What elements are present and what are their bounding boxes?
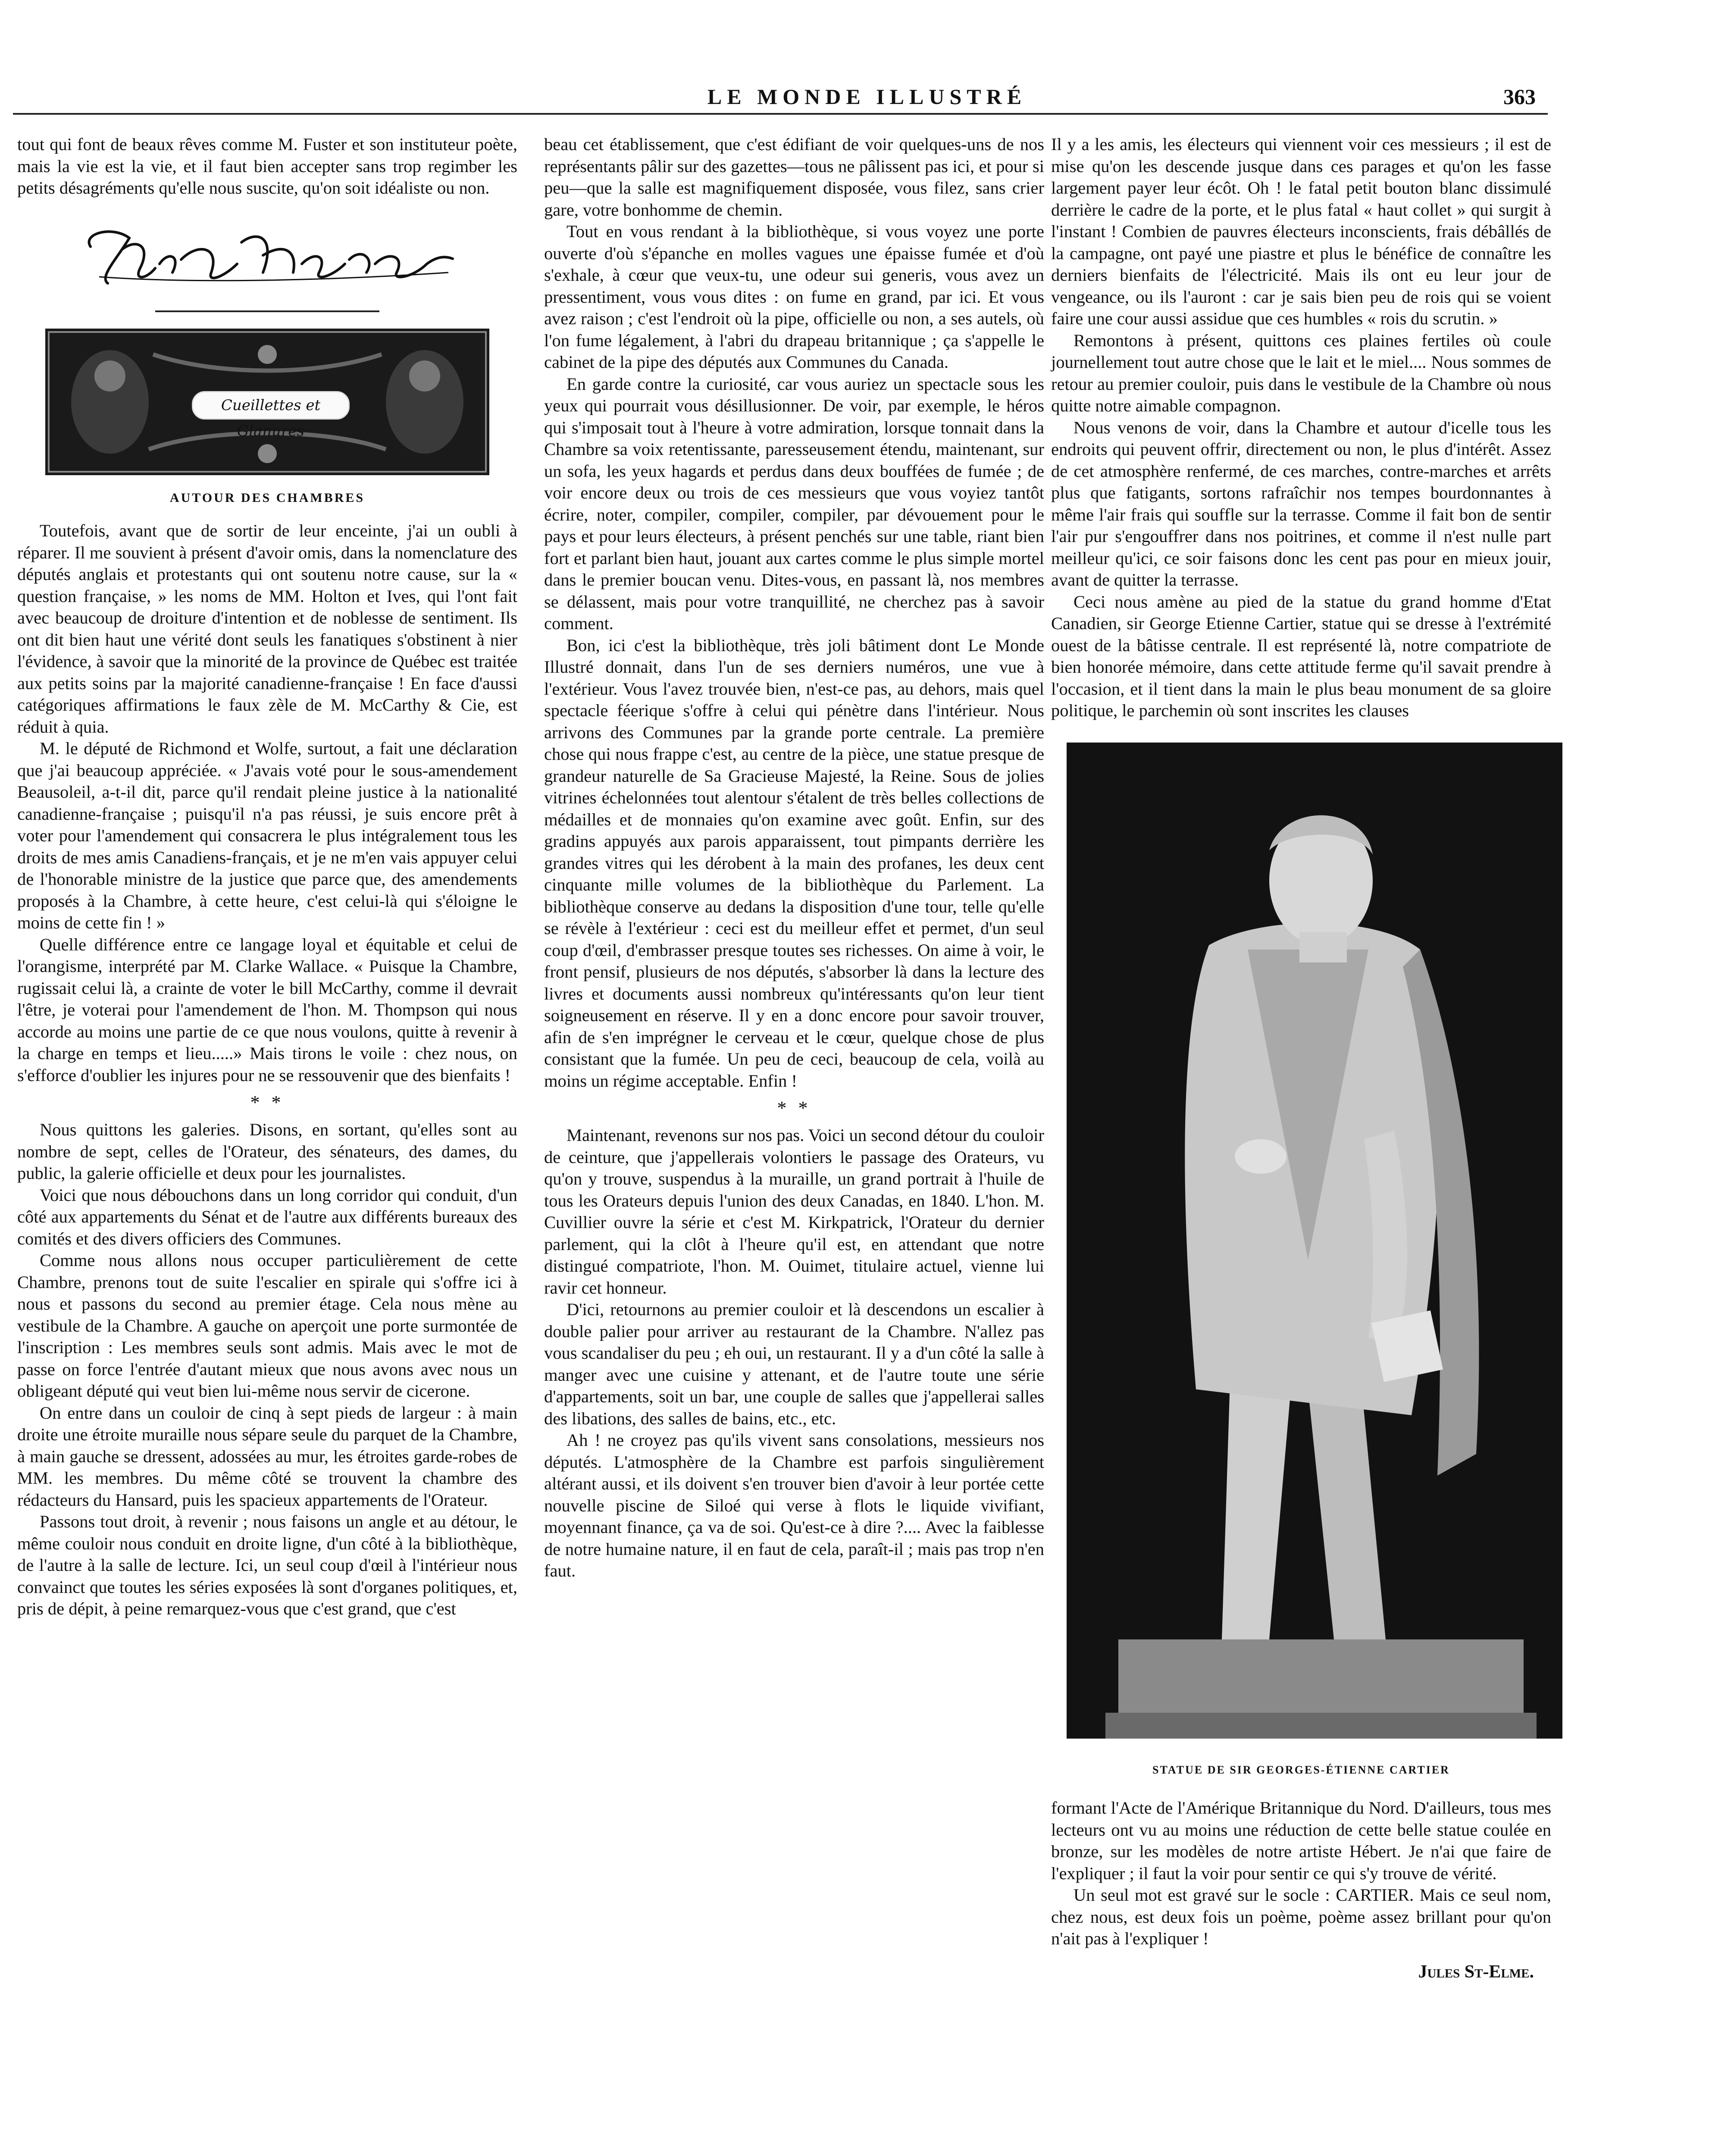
section-stars: * * xyxy=(777,1097,811,1119)
paragraph: Toutefois, avant que de sortir de leur enceinte, j'ai un oubli à réparer. Il me souvient à présent d'avoir omis, dans la nomenclature des députés anglais et protestants qui ont soutenu notre cause, sur la « question française, » les noms de MM. Holton et Ives, qui l'ont fait avec beaucoup de droiture d'intention et de noblesse de sentiment. Ils ont dit bien haut une vérité dont seuls les fanatiques s'obstinent à nier l'évidence, à savoir que la minorité de la province de Québec est traitée aux petits soins par la majorité canadienne-française ! En face d'aussi catégoriques affirmations le faux zèle de M. McCarthy & Cie, est réduit à quia. xyxy=(17,521,517,736)
paragraph: M. le député de Richmond et Wolfe, surtout, a fait une déclaration que j'ai beaucoup appréciée. « J'avais voté pour le sous-amendement Beausoleil, a-t-il dit, parce qu'il rendait pleine justice à la nationalité canadienne-française ; puisqu'il n'a pas réussi, je suis encore prêt à voter pour l'amendement qui consacrera le plus intégralement tous les droits de mes amis Canadiens-français, et je ne m'en vais appuyer celui de l'honorable ministre de la justice que parce que, des amendements proposés à la Chambre, à cette heure, c'est celui-là qui s'éloigne le moins de cette fin ! » xyxy=(17,739,517,932)
paragraph: Nous venons de voir, dans la Chambre et autour d'icelle tous les endroits qui peuvent offrir, directement ou non, le plus d'intérêt. Assez de cet atmosphère renfermé, de ces marches, contre-marches et arrêts plus que fatigants, sortons rafraîchir nos tempes bourdonnantes à même l'air frais qui souffle sur la terrasse. Comme il fait bon de sentir l'air pur s'engouffrer dans nos poitrines, et comme il n'est nulle part meilleur qu'ici, ce soir faisons donc les cent pas pour en mieux jouir, avant de quitter la terrasse. xyxy=(1051,417,1551,589)
author-signature: Jules St-Elme. xyxy=(1418,1962,1534,1982)
paragraph: Voici que nous débouchons dans un long corridor qui conduit, d'un côté aux appartements du Sénat et de l'autre aux différents bureaux des comités et des divers officiers des Communes. xyxy=(17,1185,517,1248)
paragraph: Ceci nous amène au pied de la statue du grand homme d'Etat Canadien, sir George Etienne Cartier, statue qui se dresse à l'extrémité ouest de la bâtisse centrale. Il est représenté là, notre compatriote de bien honorée mémoire, dans cette attitude ferme qu'il savait prendre à l'occasion, et il tient dans la main le plus beau monument de sa gloire politique, le parchemin où sont inscrites les clauses xyxy=(1051,592,1551,720)
page-header xyxy=(0,0,1734,116)
column-3 xyxy=(1051,134,1551,1983)
column-1 xyxy=(17,134,517,1620)
paragraph: Quelle différence entre ce langage loyal et équitable et celui de l'orangisme, interprété par M. Clarke Wallace. « Puisque la Chambre, rugissait celui là, a crainte de voter le bill McCarthy, comme il devrait l'être, je voterai pour l'amendement de l'hon. M. Thompson qui nous accorde au moins une partie de ce que nous voulons, quitte à revenir à la charge en temps et lieu.....» Mais tirons le voile : chez nous, on s'efforce d'oublier les injures pour ne se ressouvenir que des bienfaits ! xyxy=(17,934,517,1085)
paragraph: Comme nous allons nous occuper particulièrement de cette Chambre, prenons tout de suite l'escalier en spirale qui s'offre ici à nous et passons du second au premier étage. Cela nous mène au vestibule de la Chambre. A gauche on aperçoit une porte surmontée de l'inscription : Les membres seuls sont admis. Mais avec le mot de passe on force l'entrée d'autant mieux que nous avons avec nous un obligeant député qui veut bien lui-même nous servir de cicerone. xyxy=(17,1250,517,1401)
plate-label: Cueillettes et Glanures xyxy=(192,391,350,420)
section-stars: * * xyxy=(250,1092,285,1113)
separator-rule xyxy=(155,310,379,312)
paragraph: Maintenant, revenons sur nos pas. Voici un second détour du couloir de ceinture, que j'appellerais volontiers le passage des Orateurs, vu qu'on y trouve, suspendus à la muraille, un grand portrait à l'huile de tous les Orateurs depuis l'union des deux Canadas, en 1840. L'hon. M. Cuvillier ouvre la série et c'est M. Kirkpatrick, l'Orateur du dernier parlement, qui la clôt à l'heure qu'il est, en attendant que notre distingué compatriote, l'hon. M. Ouimet, titulaire actuel, vienne lui ravir cet honneur. xyxy=(544,1125,1044,1297)
statue-photograph xyxy=(1067,743,1562,1739)
paragraph: Nous quittons les galeries. Disons, en sortant, qu'elles sont au nombre de sept, celles de l'Orateur, des sénateurs, des dames, du public, la galerie officielle et deux pour les journalistes. xyxy=(17,1120,517,1183)
paragraph: D'ici, retournons au premier couloir et là descendons un escalier à double palier pour arriver au restaurant de la Chambre. N'allez pas vous scandaliser du peu ; eh oui, un restaurant. Il y a d'un côté la salle à manger avec une cuisine y attenant, et de l'autre toute une série d'appartements, soit un bar, une couple de salles que j'appellerai salles des libations, des salles de bains, etc., etc. xyxy=(544,1300,1044,1428)
decorative-plate xyxy=(45,329,489,475)
paragraph: Remontons à présent, quittons ces plaines fertiles où coule journellement tout autre chose que le lait et le miel.... Nous sommes de retour au premier couloir, puis dans le vestibule de la Chambre où nous quitte notre aimable compagnon. xyxy=(1051,330,1551,415)
paragraph: Bon, ici c'est la bibliothèque, très joli bâtiment dont Le Monde Illustré donnait, dans l'un de ses derniers numéros, une vue à l'extérieur. Vous l'avez trouvée bien, n'est-ce pas, au dehors, mais quel spectacle féerique s'offre à celui qui pénètre dans l'intérieur. Nous arrivons des Communes par la grande porte centrale. La première chose qui nous frappe c'est, au centre de la pièce, une statue presque de grandeur naturelle de Sa Gracieuse Majesté, la Reine. Sous de jolies vitrines échelonnées tout alentour s'étalent de très belles collections de médailles et de monnaies qu'on examine avec goût. Enfin, sur des gradins appuyés aux parois apparaissent, tout pimpants derrière les grandes vitres qui les dérobent à la main des profanes, les deux cent cinquante mille volumes de la bibliothèque du Parlement. La bibliothèque conserve au dedans la disposition d'une tour, telle qu'elle se révèle à l'extérieur : ceci est du meilleur effet et permet, d'un seul coup d'œil, d'embrasser presque toutes ses richesses. On aime à voir, le front pensif, plusieurs de nos députés, s'absorber là dans la lecture des livres et documents aussi nombreux qu'intéressants qu'on leur tient soigneusement en réserve. Il y en a donc encore pour savoir trouver, afin de s'en imprégner le cerveau et le cœur, quelque chose de plus consistant que la fumée. Un peu de ceci, beaucoup de cela, voilà au moins un régime acceptable. Enfin ! xyxy=(544,635,1044,1091)
paragraph: Passons tout droit, à revenir ; nous faisons un angle et au détour, le même couloir nous conduit en droite ligne, d'un côté à la bibliothèque, de l'autre à la salle de lecture. Ici, un seul coup d'œil à l'intérieur nous convainct que toutes les séries exposées là sont d'organes politiques, et, pris de dépit, à peine remarquez-vous que c'est grand, que c'est xyxy=(17,1512,517,1618)
paragraph: En garde contre la curiosité, car vous auriez un spectacle sous les yeux qui pourrait vous désillusionner. De voir, par exemple, le héros qui s'imposait tout à l'heure à votre admiration, lorsque tonnait dans la Chambre sa voix retentissante, paresseusement étendu, maintenant, sur un sofa, les yeux hagards et perdus dans deux bouffées de fumée ; de voir encore deux ou trois de ces messieurs que vous voyiez tantôt écrire, noter, compiler, compiler, compiler, par dévouement pour le pays et pour leurs électeurs, à présent penchés sur une table, riant bien fort et parlant bien haut, jouant aux cartes comme le plus simple mortel dans le premier boucan venu. Dites-vous, en passant là, nos membres se délassent, mais pour votre tranquillité, ne cherchez pas à savoir comment. xyxy=(544,374,1044,633)
paragraph: formant l'Acte de l'Amérique Britannique du Nord. D'ailleurs, tous mes lecteurs ont vu au moins une réduction de cette belle statue coulée en bronze, sur les modèles de notre artiste Hébert. Je n'ai que faire de l'expliquer ; il faut la voir pour sentir ce qui s'y trouve de vérité. xyxy=(1051,1798,1551,1883)
handwritten-signature xyxy=(17,208,517,298)
column-2 xyxy=(544,134,1044,1582)
page-number: 363 xyxy=(1503,85,1536,109)
paragraph: On entre dans un couloir de cinq à sept pieds de largeur : à main droite une étroite muraille nous sépare seule du parquet de la Chambre, à main gauche se dressent, adossées au mur, les étroites garde-robes de MM. les membres. Du même côté se trouvent la chambre des rédacteurs du Hansard, puis les spacieux appartements de l'Orateur. xyxy=(17,1403,517,1510)
photo-caption: STATUE DE SIR GEORGES-ÉTIENNE CARTIER xyxy=(1152,1763,1450,1776)
paragraph: Un seul mot est gravé sur le socle : CARTIER. Mais ce seul nom, chez nous, est deux fois un poème, poème assez brillant pour qu'on n'ait pas à l'expliquer ! xyxy=(1051,1885,1551,1948)
paragraph: Tout en vous rendant à la bibliothèque, si vous voyez une porte ouverte d'où s'épanche en molles vagues une épaisse fumée et d'où s'exhale, à cœur que veux-tu, une odeur sui generis, vous avez un pressentiment, vous vous dites : on fume en grand, par ici. Et vous avez raison ; c'est l'endroit où la pipe, officielle ou non, a ses autels, où l'on fume légalement, à l'abri du drapeau britannique ; ça s'appelle le cabinet de la pipe des députés aux Communes du Canada. xyxy=(544,222,1044,372)
paragraph: Ah ! ne croyez pas qu'ils vivent sans consolations, messieurs nos députés. L'atmosphère de la Chambre est parfois singulièrement altérant aussi, et ils doivent s'en trouver bien d'avoir à leur portée cette nouvelle piscine de Siloé qui verse à flots le liquide vivifiant, moyennant finance, ça va de soi. Qu'est-ce à dire ?.... Avec la faiblesse de notre humaine nature, il en faut de cela, paraît-il ; mais pas trop n'en faut. xyxy=(544,1430,1044,1580)
section-title: AUTOUR DES CHAMBRES xyxy=(169,490,365,505)
paragraph: Il y a les amis, les électeurs qui viennent voir ces messieurs ; il est de mise qu'on les descende jusque dans ces parages et qu'on les fasse largement payer leur écôt. Oh ! le fatal petit bouton blanc dissimulé derrière le cadre de la porte, et le plus fatal « haut collet » qui surgit à l'instant ! Combien de pauvres électeurs inconscients, frais débâllés de la campagne, ont payé une piastre et plus le bénéfice de connaître les derniers bienfaits de l'électricité. Mais ils ont eu leur jour de vengeance, ou ils l'auront : car je sais bien peu de rois qui se voient faire une cour aussi assidue que ces humbles « rois du scrutin. » xyxy=(1051,135,1551,328)
masthead: LE MONDE ILLUSTRÉ xyxy=(707,85,1027,109)
paragraph: beau cet établissement, que c'est édifiant de voir quelques-uns de nos représentants pâlir sur des gazettes—tous ne pâlissent pas ici, et pour si peu—que la salle est magnifiquement disposée, vous filez, sans crier gare, votre bonhomme de chemin. xyxy=(544,135,1044,219)
paragraph: tout qui font de beaux rêves comme M. Fuster et son instituteur poète, mais la vie est la vie, et il faut bien accepter sans trop regimber les petits désagréments qu'elle nous suscite, qu'on soit idéaliste ou non. xyxy=(17,135,517,197)
header-rule xyxy=(13,113,1548,115)
